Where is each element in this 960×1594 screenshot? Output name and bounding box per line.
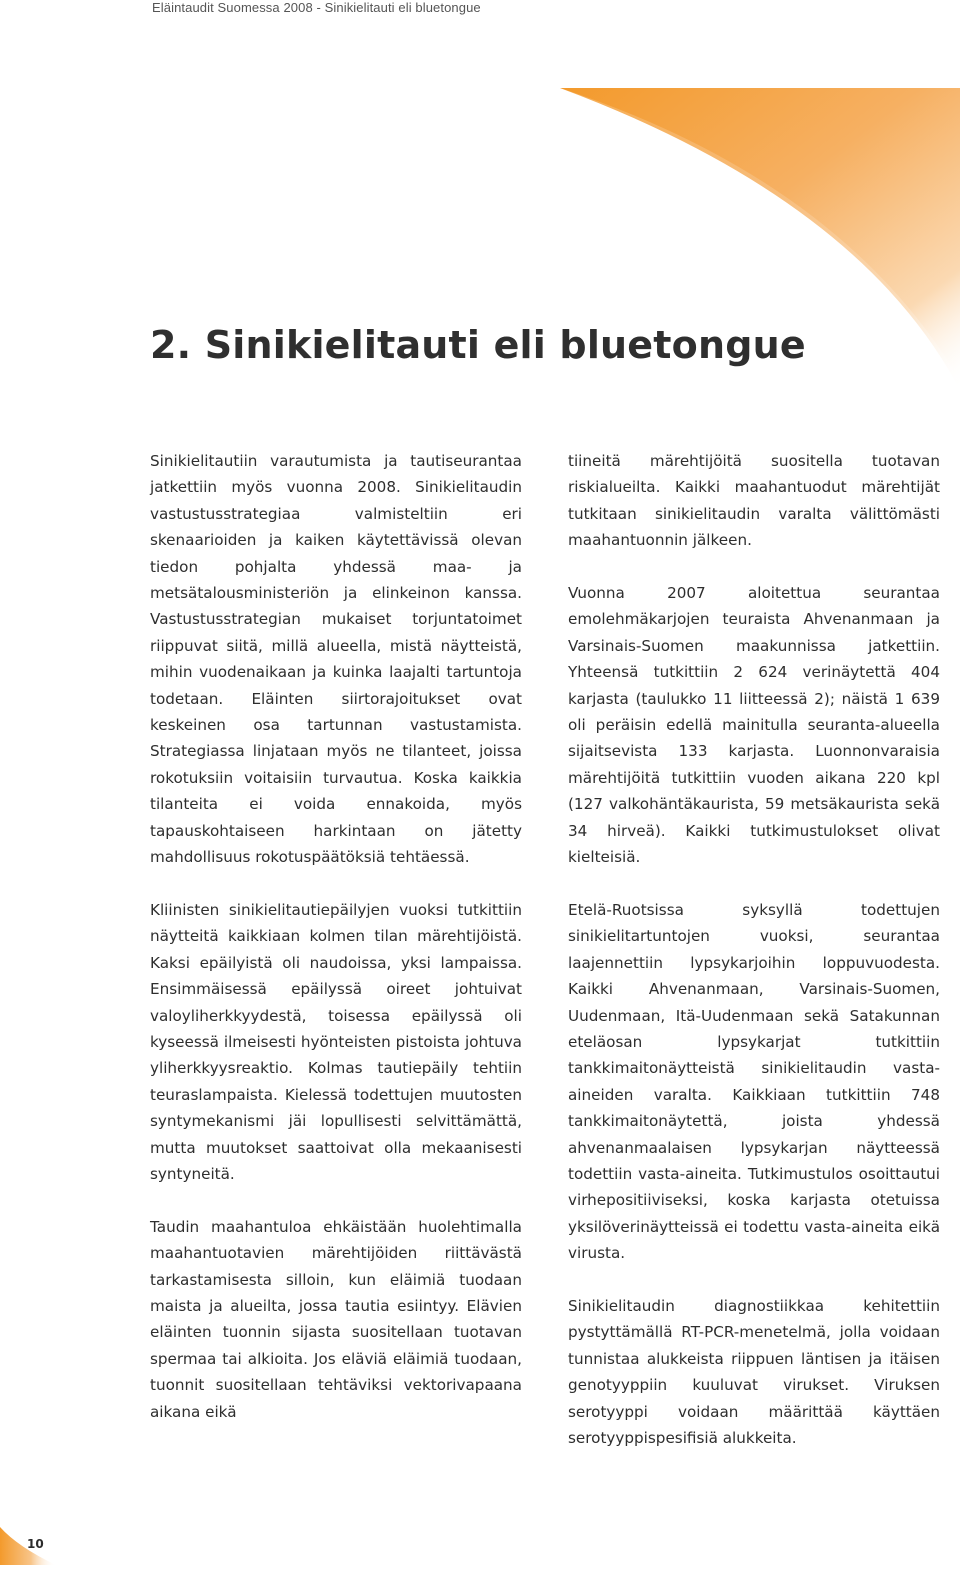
- left-column: [150, 448, 522, 1451]
- paragraph: tiineitä märehtijöitä suositella tuotavan riskialueilta. Kaikki maahantuodut märehtijät tutkitaan sinikielitaudin varalta välittömästi maahantuonnin jälkeen.: [568, 452, 940, 550]
- running-header: Eläintaudit Suomessa 2008 - Sinikielitauti eli bluetongue: [152, 0, 481, 15]
- paragraph: Taudin maahantuloa ehkäistään huolehtimalla maahantuotavien märehtijöiden riittävästä tarkastamisesta silloin, kun eläimiä tuodaan maista ja alueilta, jossa tautia esiintyy. Elävien eläinten tuonnin sijasta suositellaan tuotavan spermaa tai alkioita. Jos eläviä eläimiä tuodaan, tuonnit suositellaan tehtäviksi vektorivapaana aikana eikä: [150, 1217, 522, 1421]
- paragraph: Etelä-Ruotsissa syksyllä todettujen sinikielitartuntojen vuoksi, seurantaa laajennettiin lypsykarjoihin loppuvuodesta. Kaikki Ahvenanmaan, Varsinais-Suomen, Uudenmaan, Itä-Uudenmaan sekä Satakunnan eteläosan lypsykarjat tutkittiin tankkimaitonäytteistä sinikielitaudin vasta-aineiden varalta. Kaikkiaan tutkittiin 748 tankkimaitonäytettä, joista yhdessä ahvenanmaalaisen lypsykarjan näytteessä todettiin vasta-aineita. Tutkimustulos osoittautui virhepositiiviseksi, koska karjasta otetuissa yksilöverinäytteissä ei todettu vasta-aineita eikä virusta.: [568, 900, 940, 1263]
- paragraph: Vuonna 2007 aloitettua seurantaa emolehmäkarjojen teuraista Ahvenanmaan ja Varsinais-Suomen maakunnissa jatkettiin. Yhteensä tutkittiin 2 624 verinäytettä 404 karjasta (taulukko 11 liitteessä 2); näistä 1 639 oli peräisin edellä mainitulla seuranta-alueella sijaitsevista 133 karjasta. Luonnonvaraisia märehtijöitä tutkittiin vuoden aikana 220 kpl (127 valkohäntäkaurista, 59 metsäkaurista sekä 34 hirveä). Kaikki tutkimustulokset olivat kielteisiä.: [568, 584, 940, 867]
- paragraph: Sinikielitaudin diagnostiikkaa kehitettiin pystyttämällä RT-PCR-menetelmä, jolla voidaan tunnistaa alukkeista riippuen läntisen ja itäisen genotyyppiin kuuluvat virukset. Viruksen serotyyppi voidaan määrittää käyttäen serotyyppispesifisiä alukkeita.: [568, 1296, 940, 1447]
- page-number: 10: [27, 1537, 44, 1551]
- paragraph: Kliinisten sinikielitautiepäilyjen vuoksi tutkittiin näytteitä kaikkiaan kolmen tilan märehtijöistä. Kaksi epäilyistä oli naudoissa, yksi lampaissa. Ensimmäisessä epäilyssä oireet johtuivat valoyliherkkyydestä, toisessa epäilyssä oli kyseessä ilmeisesti hyönteisten pistoista johtuva yliherkkyysreaktio. Kolmas tautiepäily tehtiin teuraslampaista. Kielessä todettujen muutosten syntymekanismi jäi lopullisesti selvittämättä, mutta muutokset saattoivat olla mekaanisesti syntyneitä.: [150, 900, 522, 1183]
- right-column: [568, 448, 940, 1478]
- chapter-title: 2. Sinikielitauti eli bluetongue: [150, 323, 806, 367]
- paragraph: Sinikielitautiin varautumista ja tautiseurantaa jatkettiin myös vuonna 2008. Sinikielitaudin vastustusstrategiaa valmisteltiin eri skenaarioiden ja kaiken käytettävissä olevan tiedon pohjalta yhdessä maa- ja metsätalousministeriön ja elinkeinon kanssa. Vastustusstrategian mukaiset torjuntatoimet riippuvat siitä, millä alueella, mistä näytteistä, mihin vuodenaikaan ja kuinka laajalti tartuntoja todetaan. Eläinten siirtorajoitukset ovat keskeinen osa tartunnan vastustamista. Strategiassa linjataan myös ne tilanteet, joissa rokotuksiin voitaisiin turvautua. Koska kaikkia tilanteita ei voida ennakoida, myös tapauskohtaiseen harkintaan on jätetty mahdollisuus rokotuspäätöksiä tehtäessä.: [150, 452, 522, 867]
